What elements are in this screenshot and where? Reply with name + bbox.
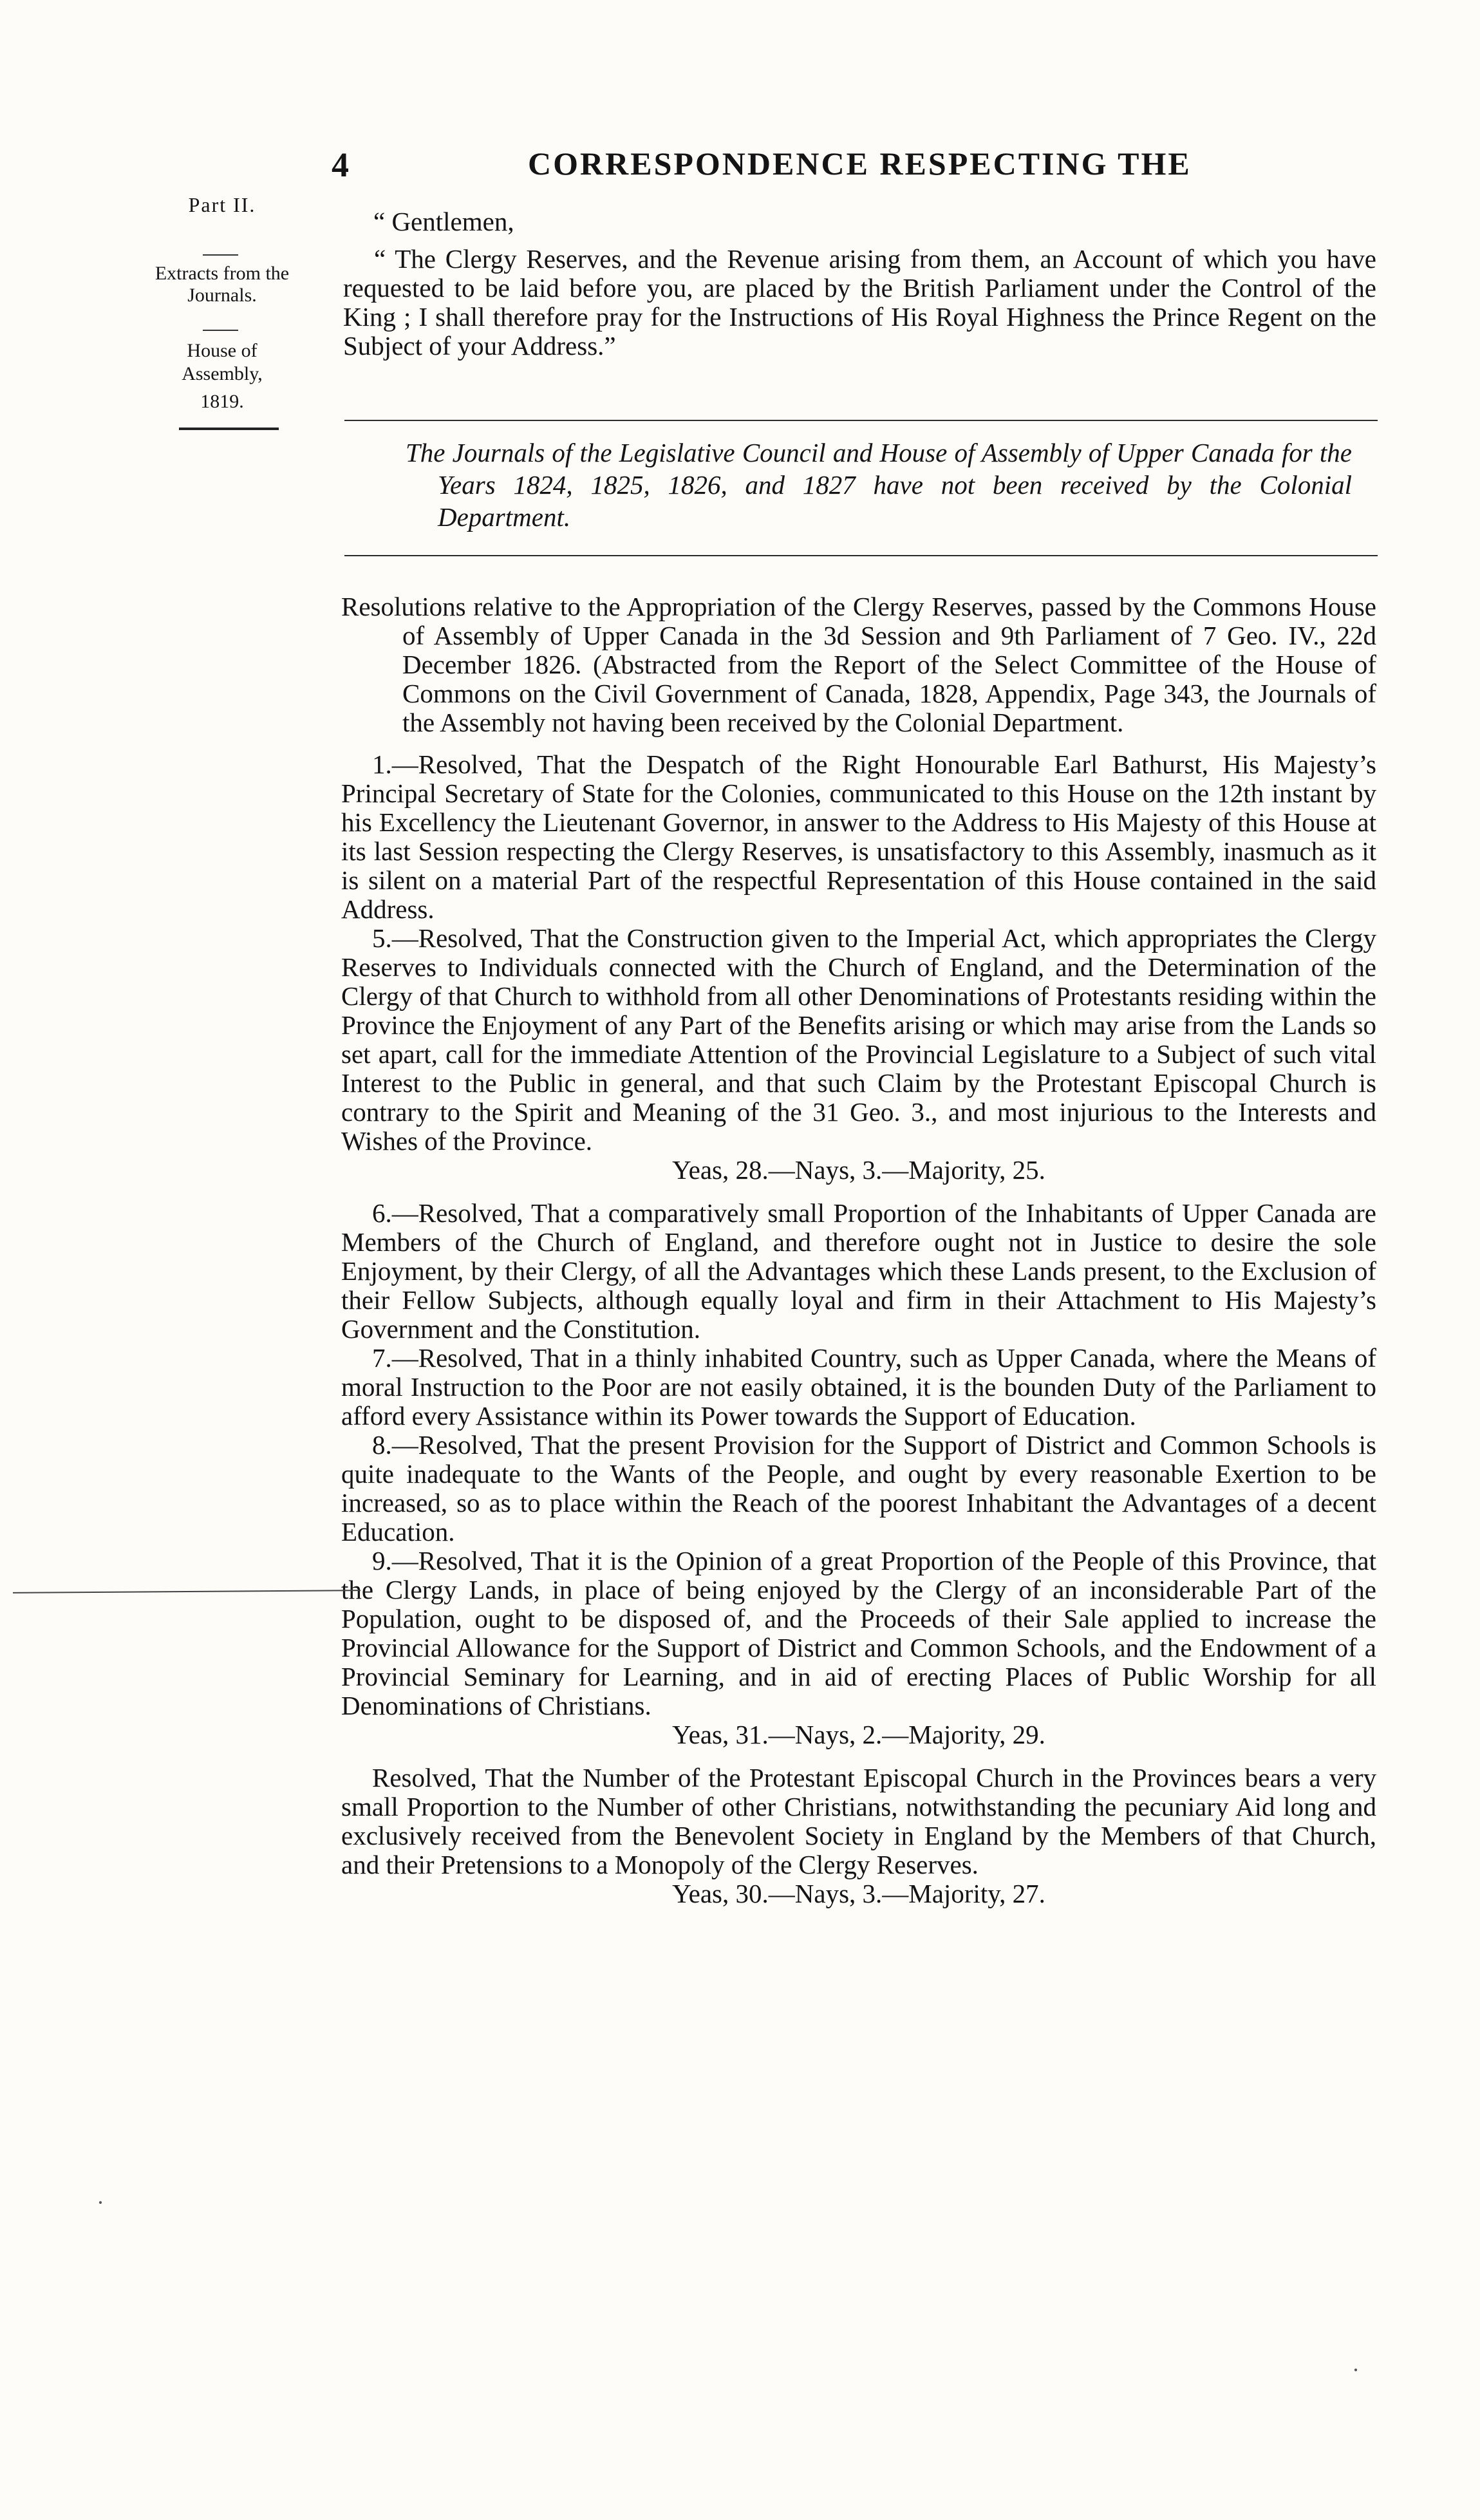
resolution-final: Resolved, That the Number of the Protestant Episcopal Church in the Provinces bears a very small Proportion to the Number of other Christians, notwithstanding the pecuniary Aid long and exclusively received from the Benevolent Society in England by the Members of that Church, and their Pretensions to a Monopoly of the Clergy Reserves. [341, 1763, 1376, 1879]
stray-ink-mark: · [1352, 2357, 1360, 2383]
running-head: CORRESPONDENCE RESPECTING THE [528, 146, 1192, 182]
letter-salutation: “ Gentlemen, [373, 207, 514, 236]
resolution-6: 6.—Resolved, That a comparatively small Proportion of the Inhabitants of Upper Canada are Members of the Church of England, and therefore ought not in Justice to desire the sole Enjoyment, by their Clergy, of all the Advantages which these Lands present, to the Exclusion of their Fellow Subjects, although equally loyal and firm in their Attachment to His Majesty’s Government and the Constitution. [341, 1198, 1376, 1344]
vote-tally: Yeas, 28.—Nays, 3.—Majority, 25. [672, 1155, 1045, 1185]
vote-tally: Yeas, 30.—Nays, 3.—Majority, 27. [672, 1879, 1045, 1908]
margin-note-year: 1819. [200, 391, 244, 412]
resolution-1: 1.—Resolved, That the Despatch of the Right Honourable Earl Bathurst, His Majesty’s Principal Secretary of State for the Colonies, communicated to this House on the 12th instant by his Excellency the Lieutenant Governor, in answer to the Address to His Majesty of this House at its last Session respecting the Clergy Reserves, is unsatisfactory to this Assembly, inasmuch as it is silent on a material Part of the respectful Representation of this House contained in the said Address. [341, 749, 1376, 924]
section-divider [344, 420, 1378, 421]
margin-divider [203, 254, 238, 256]
page-number: 4 [332, 146, 349, 184]
stray-ink-mark: · [97, 2190, 104, 2215]
main-column [341, 592, 1376, 1923]
margin-rule [179, 428, 279, 430]
margin-note-house: House of Assembly, [182, 340, 263, 384]
resolution-9: 9.—Resolved, That it is the Opinion of a great Proportion of the People of this Province, that the Clergy Lands, in place of being enjoyed by the Clergy of an inconsiderable Part of the Population, ought to be disposed of, and the Proceeds of their Sale applied to increase the Provincial Allowance for the Support of District and Common Schools, and the Endowment of a Provincial Seminary for Learning, and in aid of erecting Places of Public Worship for all Denominations of Christians. [341, 1546, 1376, 1720]
section-divider [344, 555, 1378, 556]
resolution-8: 8.—Resolved, That the present Provision for the Support of District and Common Schools is quite inadequate to the Wants of the People, and ought by every reasonable Exertion to be increased, so as to place within the Reach of the poorest Inhabitant the Advantages of a decent Education. [341, 1430, 1376, 1547]
editorial-note: The Journals of the Legislative Council and House of Assembly of Upper Canada for the Years 1824, 1825, 1826, and 1827 have not been received by the Colonial Department. [406, 438, 1352, 532]
resolution-7: 7.—Resolved, That in a thinly inhabited Country, such as Upper Canada, where the Means of moral Instruction to the Poor are not easily obtained, it is the bounden Duty of the Parliament to afford every Assistance within its Power towards the Support of Education. [341, 1343, 1376, 1431]
letter-text: “ The Clergy Reserves, and the Revenue arising from them, an Account of which you have requested to be laid before you, are placed by the British Parliament under the Control of the King ; I shall therefore pray for the Instructions of His Royal Highness the Prince Regent on the Subject of your Address.” [343, 244, 1376, 361]
margin-note-part: Part II. [188, 193, 256, 216]
resolutions-intro: Resolutions relative to the Appropriation of the Clergy Reserves, passed by the Commons House of Assembly of Upper Canada in the 3d Session and 9th Parliament of 7 Geo. IV., 22d December 1826. (Abstracted from the Report of the Select Committee of the House of Commons on the Civil Government of Canada, 1828, Appendix, Page 343, the Journals of the Assembly not having been received by the Colonial Department. [341, 592, 1376, 737]
margin-note-extracts: Extracts from the Journals. [155, 263, 290, 306]
stray-ink-line [13, 1590, 361, 1594]
margin-divider [203, 330, 238, 331]
resolution-5: 5.—Resolved, That the Construction given to the Imperial Act, which appropriates the Clergy Reserves to Individuals connected with the Church of England, and the Determination of the Clergy of that Church to withhold from all other Denominations of Protestants residing within the Province the Enjoyment of any Part of the Benefits arising or which may arise from the Lands so set apart, call for the immediate Attention of the Provincial Legislature to a Subject of such vital Interest to the Public in general, and that such Claim by the Protestant Episcopal Church is contrary to the Spirit and Meaning of the 31 Geo. 3., and most injurious to the Interests and Wishes of the Province. [341, 923, 1376, 1156]
vote-tally: Yeas, 31.—Nays, 2.—Majority, 29. [672, 1720, 1045, 1749]
